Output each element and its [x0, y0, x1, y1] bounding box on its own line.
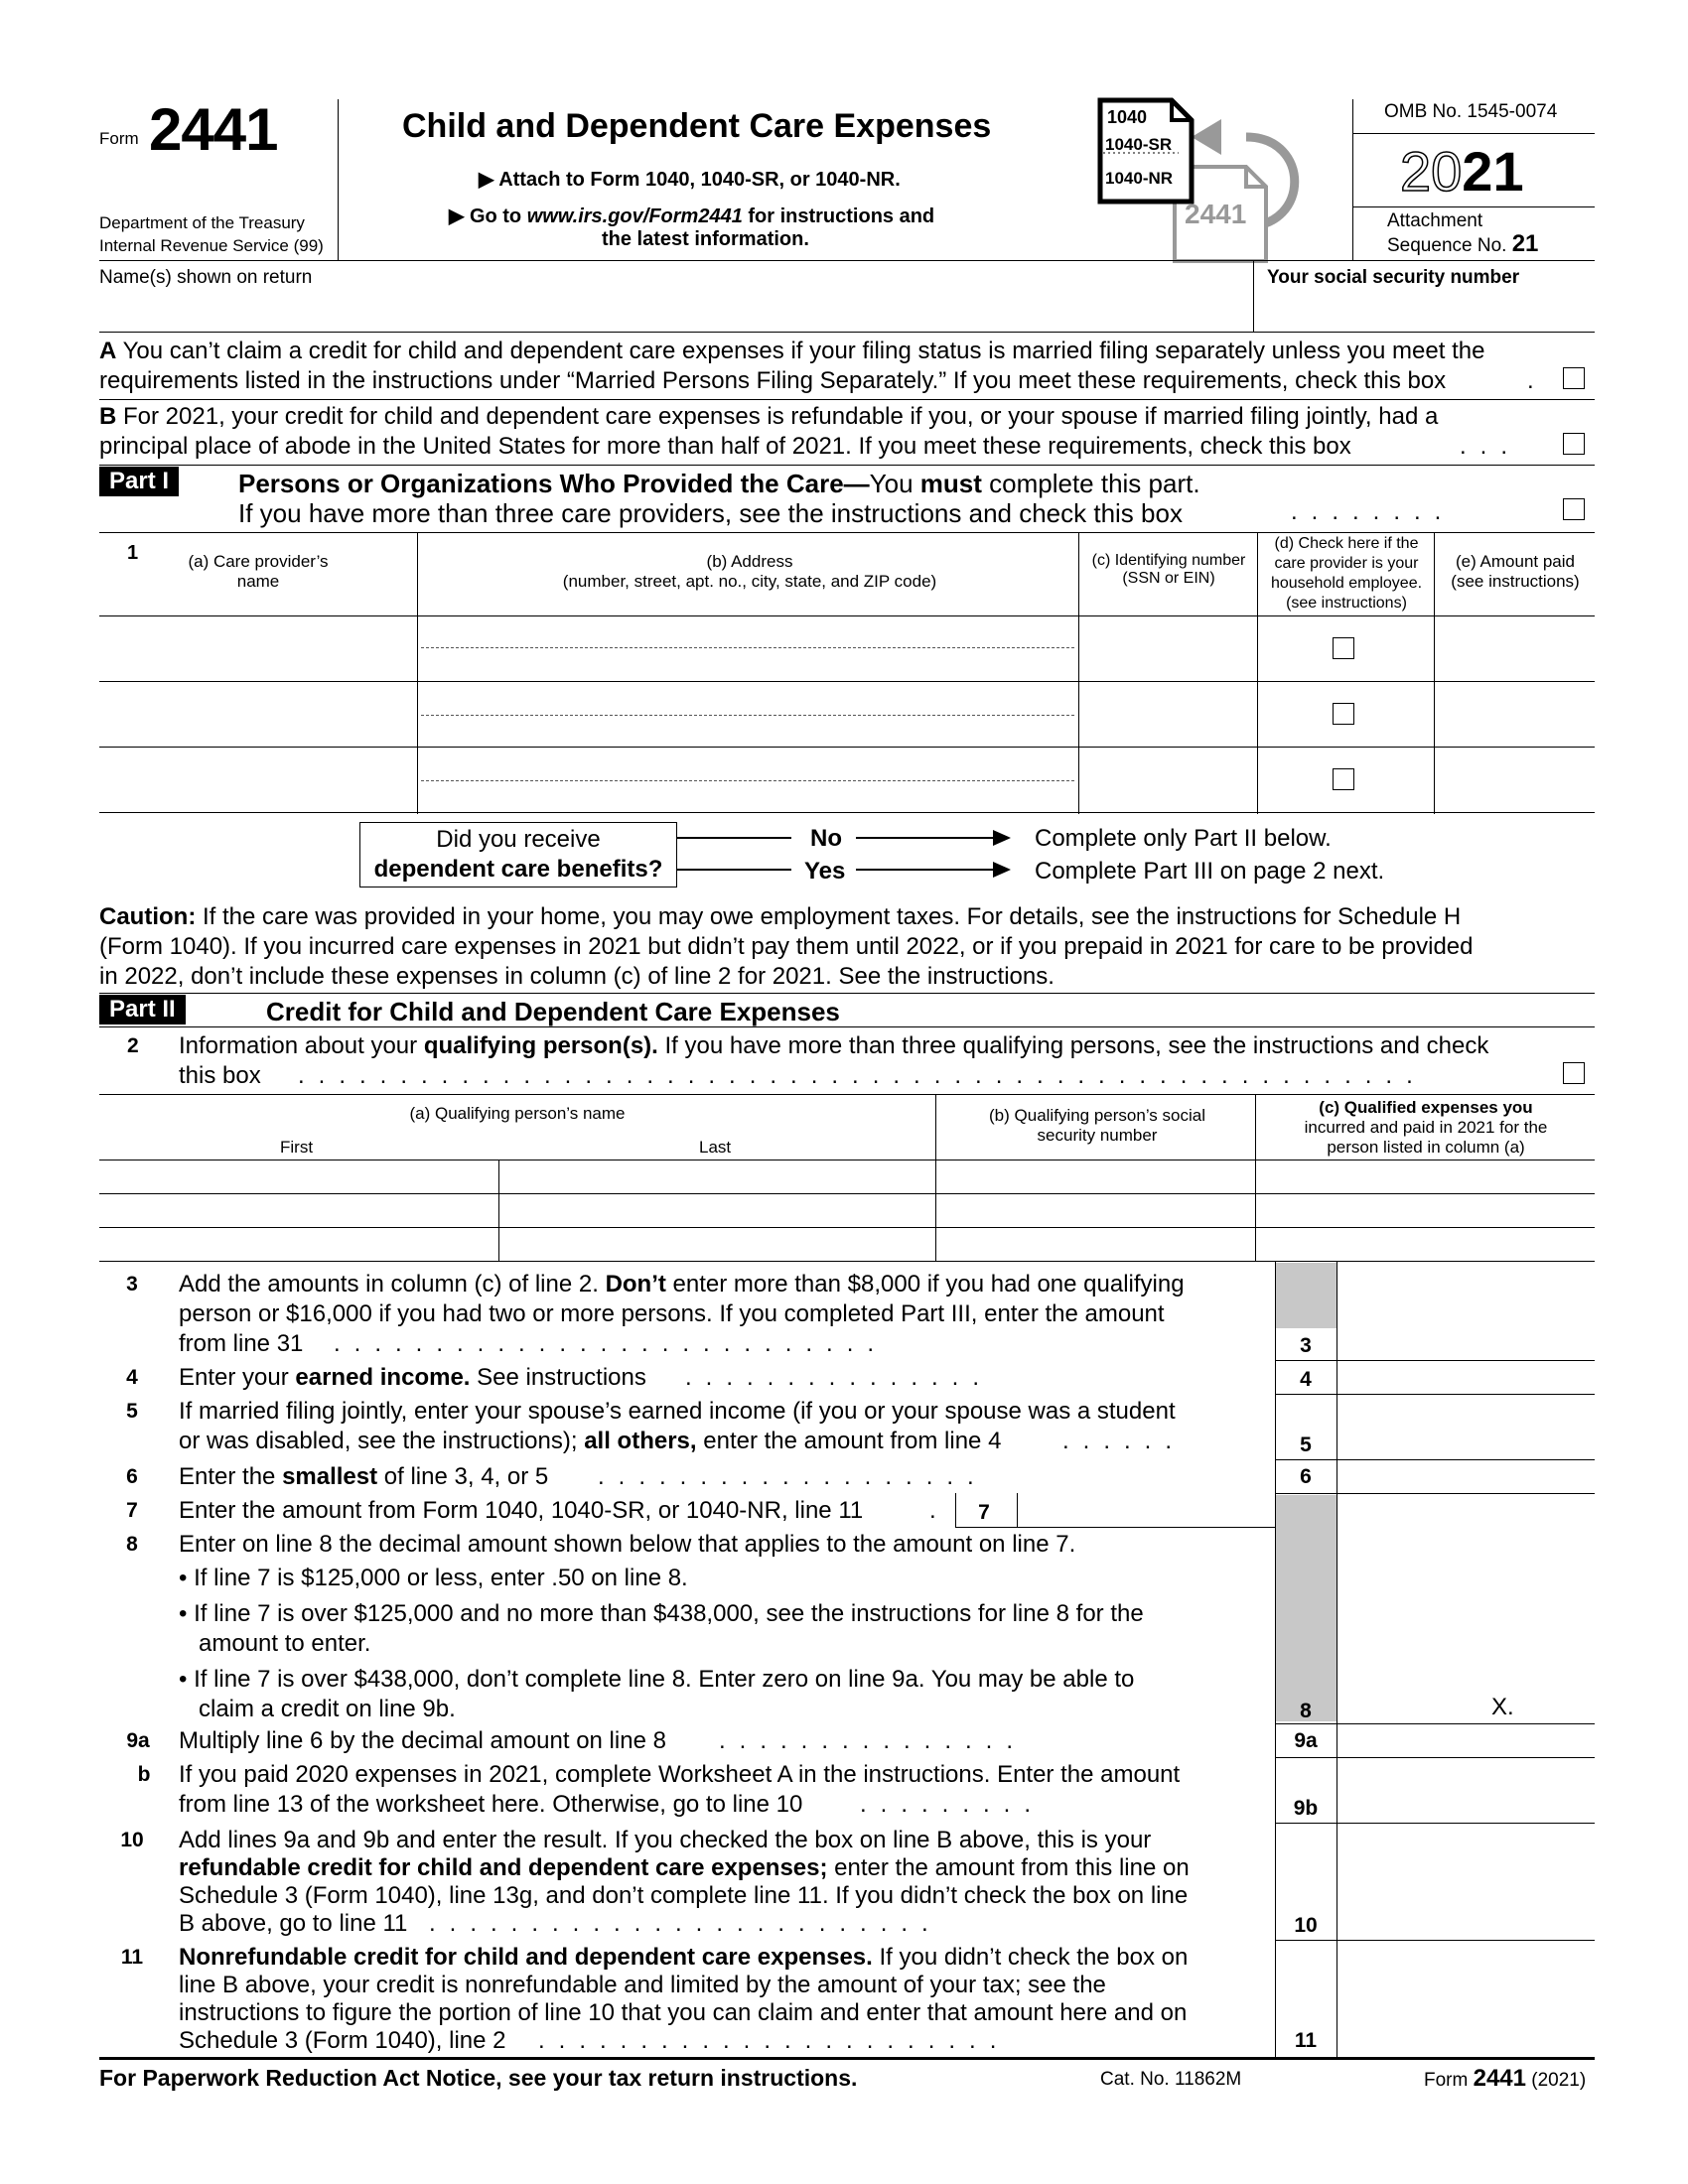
attach-instruction: ▶ Attach to Form 1040, 1040-SR, or 1040-NR.: [479, 169, 901, 191]
col-e-header: (e) Amount paid (see instructions): [1451, 552, 1580, 591]
line-11-text-3: instructions to figure the portion of line 10 that you can claim and enter that amount here and on: [179, 1999, 1188, 2026]
line-9a-number: 9a: [126, 1729, 150, 1752]
flow-arrows: [677, 824, 1015, 893]
catalog-number: Cat. No. 11862M: [1100, 2069, 1242, 2090]
line-6-input[interactable]: [1338, 1461, 1595, 1491]
line-2-text: Information about your qualifying person(s). If you have more than three qualifying persons, see the instructions and check: [179, 1032, 1489, 1059]
sequence-label: Sequence No. 21: [1387, 230, 1539, 257]
irs-name: Internal Revenue Service (99): [99, 236, 324, 255]
line-8-bullet-2: • If line 7 is over $125,000 and no more than $438,000, see the instructions for line 8 for the: [179, 1600, 1144, 1627]
line-6-number: 6: [126, 1465, 138, 1488]
line-9a-text: Multiply line 6 by the decimal amount on line 8: [179, 1727, 666, 1754]
line-9b-text: If you paid 2020 expenses in 2021, complete Worksheet A in the instructions. Enter the amount: [179, 1761, 1181, 1788]
line-5-text: If married filing jointly, enter your spouse’s earned income (if you or your spouse was a student: [179, 1398, 1176, 1425]
line-1-number: 1: [127, 542, 139, 564]
line-7-box-label: 7: [978, 1501, 990, 1524]
line-8-number: 8: [126, 1533, 138, 1556]
names-label: Name(s) shown on return: [99, 267, 313, 288]
qp-col-b-header: (b) Qualifying person’s social security number: [989, 1106, 1205, 1145]
section-b-text: B For 2021, your credit for child and dependent care expenses is refundable if you, or your spouse if married filing jointly, had a: [99, 403, 1439, 430]
line-10-text: Add lines 9a and 9b and enter the result. If you checked the box on line B above, this is your: [179, 1827, 1152, 1853]
provider-row-3[interactable]: [99, 747, 1595, 812]
section-b-text-2: principal place of abode in the United States for more than half of 2021. If you meet these requirements, check this box: [99, 433, 1351, 460]
line-8-box-label: 8: [1300, 1700, 1312, 1722]
line-7-input[interactable]: [1019, 1495, 1273, 1525]
household-employee-checkbox-3[interactable]: [1333, 768, 1354, 790]
line-11-number: 11: [120, 1946, 144, 1969]
line-10-text-2: refundable credit for child and dependent care expenses; enter the amount from this line on: [179, 1854, 1190, 1881]
names-input[interactable]: [99, 290, 1251, 330]
line-10-box-label: 10: [1294, 1914, 1318, 1937]
line-11-text-4: Schedule 3 (Form 1040), line 2: [179, 2027, 506, 2054]
line-3-text: Add the amounts in column (c) of line 2. Don’t enter more than $8,000 if you had one qualifying: [179, 1271, 1185, 1297]
line-5-box-label: 5: [1300, 1433, 1312, 1456]
qp-row-1[interactable]: [99, 1160, 1595, 1193]
form-word: Form: [99, 129, 139, 148]
goto-instruction: ▶ Go to www.irs.gov/Form2441 for instructions and: [449, 205, 935, 227]
line-10-text-3: Schedule 3 (Form 1040), line 13g, and don’t complete line 11. If you didn’t check the box on line: [179, 1882, 1189, 1909]
attach-forms-icon: 1040 1040-SR 1040-NR 2441: [1097, 97, 1326, 266]
line-2-number: 2: [127, 1034, 139, 1057]
line-8-bullet-2b: amount to enter.: [199, 1630, 371, 1657]
line-7-text: Enter the amount from Form 1040, 1040-SR, or 1040-NR, line 11: [179, 1497, 864, 1524]
flow-yes: Yes: [804, 858, 846, 885]
line-11-box-label: 11: [1294, 2029, 1318, 2052]
more-qualifying-persons-checkbox[interactable]: [1563, 1062, 1585, 1084]
part2-label: Part II: [99, 995, 186, 1024]
line-5-input[interactable]: [1338, 1396, 1595, 1457]
attachment-label: Attachment: [1387, 210, 1483, 231]
qp-last-header: Last: [699, 1138, 732, 1157]
part1-title: Persons or Organizations Who Provided the Care—You must complete this part.: [238, 469, 1200, 498]
line-9b-text-2: from line 13 of the worksheet here. Otherwise, go to line 10: [179, 1791, 803, 1818]
flow-no: No: [810, 825, 842, 852]
line-8-value[interactable]: X.: [1491, 1694, 1514, 1720]
omb-number: OMB No. 1545-0074: [1384, 101, 1558, 122]
line-11-text-2: line B above, your credit is nonrefundable and limited by the amount of your tax; see the: [179, 1972, 1106, 1998]
line-11-text: Nonrefundable credit for child and dependent care expenses. If you didn’t check the box on: [179, 1944, 1189, 1971]
line-4-input[interactable]: [1338, 1362, 1595, 1392]
line-8-bullet-1: • If line 7 is $125,000 or less, enter .50 on line 8.: [179, 1565, 688, 1591]
goto-instruction-line2: the latest information.: [602, 228, 809, 250]
line-3-text-3: from line 31: [179, 1330, 304, 1357]
household-employee-checkbox-2[interactable]: [1333, 703, 1354, 725]
ssn-label: Your social security number: [1267, 267, 1520, 288]
department: Department of the Treasury: [99, 213, 305, 232]
line-6-box-label: 6: [1300, 1465, 1312, 1488]
line-11-input[interactable]: [1338, 1942, 1595, 2055]
section-b-checkbox[interactable]: [1563, 433, 1585, 455]
part1-subtitle: If you have more than three care providers, see the instructions and check this box: [238, 498, 1183, 528]
qp-col-a-header: (a) Qualifying person’s name: [409, 1104, 626, 1123]
form-number: 2441: [149, 96, 278, 163]
footer-form-id: Form 2441 (2021): [1424, 2065, 1587, 2092]
flow-yes-result: Complete Part III on page 2 next.: [1035, 858, 1385, 885]
col-b-header: (b) Address (number, street, apt. no., city, state, and ZIP code): [562, 552, 937, 591]
line-8-bullet-3: • If line 7 is over $438,000, don’t complete line 8. Enter zero on line 9a. You may be able to: [179, 1666, 1135, 1693]
qp-row-2[interactable]: [99, 1193, 1595, 1227]
line-8-text: Enter on line 8 the decimal amount shown below that applies to the amount on line 7.: [179, 1531, 1076, 1558]
flow-no-result: Complete only Part II below.: [1035, 825, 1332, 852]
line-10-text-4: B above, go to line 11: [179, 1910, 408, 1937]
line-10-number: 10: [120, 1829, 144, 1851]
line-3-input[interactable]: [1338, 1263, 1595, 1358]
line-9b-number: b: [137, 1763, 151, 1786]
line-9a-box-label: 9a: [1294, 1729, 1318, 1752]
line-9b-input[interactable]: [1338, 1759, 1595, 1821]
line-9b-box-label: 9b: [1293, 1797, 1319, 1820]
ssn-input[interactable]: [1257, 290, 1593, 330]
line-5-number: 5: [126, 1400, 138, 1423]
section-a-checkbox[interactable]: [1563, 367, 1585, 389]
line-4-text: Enter your earned income. See instructions: [179, 1364, 646, 1391]
line-3-text-2: person or $16,000 if you had two or more persons. If you completed Part III, enter the amount: [179, 1300, 1165, 1327]
line-3-box-label: 3: [1300, 1334, 1312, 1357]
provider-row-1[interactable]: [99, 615, 1595, 681]
benefits-question-2: dependent care benefits?: [373, 856, 663, 883]
part1-more-providers-checkbox[interactable]: [1563, 498, 1585, 520]
col-d-header: (d) Check here if the care provider is your household employee. (see instructions): [1270, 535, 1423, 612]
col-a-header: (a) Care provider’s name: [188, 552, 329, 591]
qp-col-c-header: (c) Qualified expenses you incurred and paid in 2021 for the person listed in column (a): [1304, 1098, 1548, 1157]
household-employee-checkbox-1[interactable]: [1333, 637, 1354, 659]
line-7-number: 7: [126, 1499, 138, 1522]
line-4-box-label: 4: [1300, 1368, 1312, 1391]
section-a-text-2: requirements listed in the instructions under “Married Persons Filing Separately.” If you meet these requirements, check this box: [99, 367, 1447, 394]
qp-first-header: First: [280, 1138, 314, 1157]
benefits-question: Did you receive: [436, 826, 601, 853]
provider-row-2[interactable]: [99, 681, 1595, 747]
col-c-header: (c) Identifying number (SSN or EIN): [1091, 552, 1246, 587]
line-8-bullet-3b: claim a credit on line 9b.: [199, 1696, 456, 1722]
line-6-text: Enter the smallest of line 3, 4, or 5: [179, 1463, 549, 1490]
qp-row-3[interactable]: [99, 1227, 1595, 1261]
line-2-text-2: this box: [179, 1062, 261, 1089]
line-3-number: 3: [126, 1273, 138, 1296]
part2-title: Credit for Child and Dependent Care Expenses: [266, 997, 840, 1026]
paperwork-notice: For Paperwork Reduction Act Notice, see your tax return instructions.: [99, 2065, 858, 2091]
page-title: Child and Dependent Care Expenses: [402, 107, 992, 145]
part1-label: Part I: [99, 467, 179, 496]
section-a-text: A You can’t claim a credit for child and dependent care expenses if your filing status is married filing separately unless you meet the: [99, 338, 1485, 364]
line-10-input[interactable]: [1338, 1825, 1595, 1938]
tax-year: 2021: [1400, 140, 1524, 203]
line-4-number: 4: [126, 1366, 138, 1389]
line-9a-input[interactable]: [1338, 1725, 1595, 1755]
line-5-text-2: or was disabled, see the instructions); all others, enter the amount from line 4: [179, 1428, 1002, 1454]
